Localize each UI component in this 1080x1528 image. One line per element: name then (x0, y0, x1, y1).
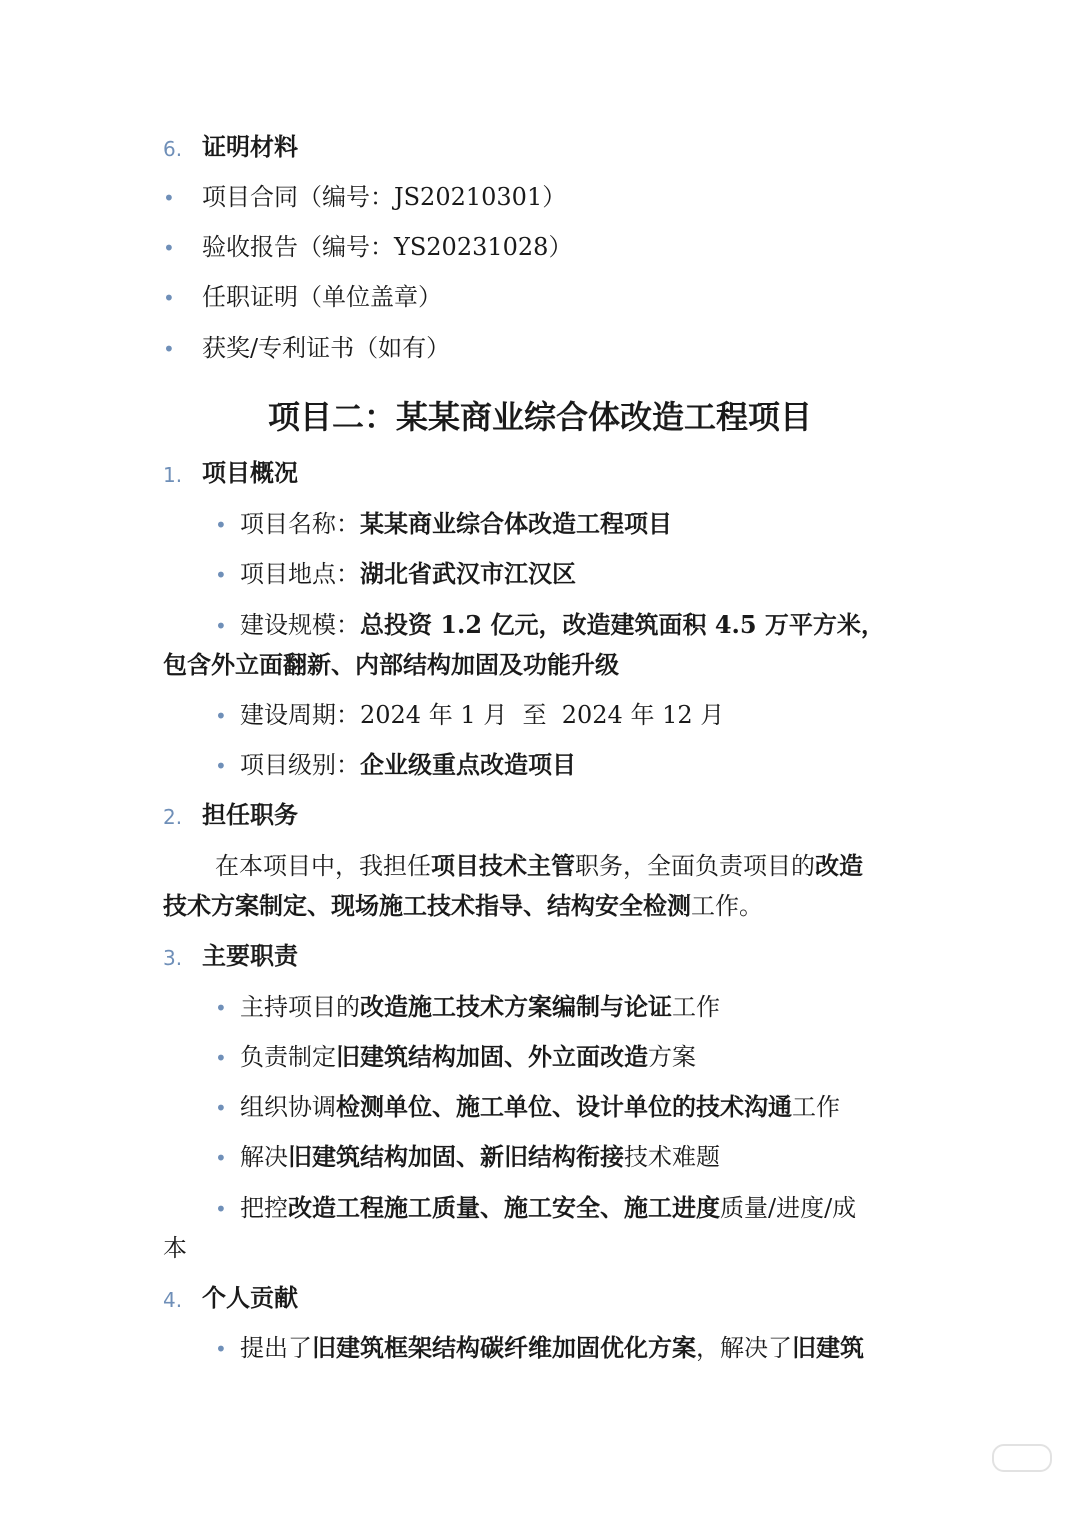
overview-number: 1. (163, 463, 183, 487)
text-run: 解决 (240, 1143, 288, 1171)
overview-level (240, 745, 576, 785)
role-title: 项目技术主管 (431, 851, 575, 880)
proof-item-acceptance: 验收报告（编号：YS20231028） (202, 233, 573, 261)
overview-location (240, 554, 576, 594)
text-run: 技术方案制定、现场施工技术指导、结构安全检测 (163, 891, 691, 920)
text-run: 旧建筑 (792, 1333, 864, 1362)
text-run: 旧建筑框架结构碳纤维加固优化方案 (312, 1333, 696, 1362)
scale-value: 总投资 1.2 亿元，改造建筑面积 4.5 万平方米， (360, 610, 885, 639)
text-run: 主持项目的 (240, 993, 360, 1021)
text-run: 提出了 (240, 1334, 312, 1362)
location-label: 项目地点： (240, 560, 360, 588)
level-label: 项目级别： (240, 751, 360, 779)
duty-item (240, 1188, 856, 1228)
text-run: 旧建筑结构加固、外立面改造 (336, 1042, 648, 1071)
project-title: 项目二：某某商业综合体改造工程项目 (267, 398, 812, 436)
bullet-icon: • (215, 704, 227, 728)
text-run: 检测单位、施工单位、设计单位的技术沟通 (336, 1092, 792, 1121)
text-run: 工作。 (691, 892, 763, 920)
text-run: 在本项目中，我担任 (215, 852, 431, 880)
duty-item (240, 1137, 720, 1177)
bullet-icon: • (215, 1337, 227, 1361)
text-run: 职务，全面负责项目的 (575, 852, 815, 880)
bullet-icon: • (163, 286, 175, 310)
contribution-number: 4. (163, 1288, 183, 1312)
bullet-icon: • (215, 996, 227, 1020)
duty-item-continued: 本 (163, 1234, 187, 1262)
location-value: 湖北省武汉市江汉区 (360, 559, 576, 588)
text-run: ，解决了 (696, 1334, 792, 1362)
text-run: 把控 (240, 1194, 288, 1222)
bullet-icon: • (215, 1096, 227, 1120)
bullet-icon: • (215, 563, 227, 587)
section-6-heading: 证明材料 (202, 132, 298, 161)
text-run: 改造 (815, 851, 863, 880)
text-run: 改造施工技术方案编制与论证 (360, 992, 672, 1021)
text-run: 方案 (648, 1043, 696, 1071)
overview-period (240, 695, 724, 735)
section-6-number: 6. (163, 137, 183, 161)
proof-item-contract: 项目合同（编号：JS20210301） (202, 183, 567, 211)
text-run: 质量/进度/成 (720, 1194, 857, 1222)
bullet-icon: • (215, 1146, 227, 1170)
text-run: 改造工程施工质量、施工安全、施工进度 (288, 1193, 720, 1222)
bullet-icon: • (215, 1046, 227, 1070)
overview-scale-continued: 包含外立面翻新、内部结构加固及功能升级 (163, 650, 619, 679)
bullet-icon: • (163, 236, 175, 260)
bullet-icon: • (215, 754, 227, 778)
scale-label: 建设规模： (240, 611, 360, 639)
text-run: 旧建筑结构加固、新旧结构衔接 (288, 1142, 624, 1171)
overview-heading: 项目概况 (202, 458, 298, 487)
level-value: 企业级重点改造项目 (360, 750, 576, 779)
name-value: 某某商业综合体改造工程项目 (360, 509, 672, 538)
duty-item (240, 1037, 696, 1077)
text-run: 技术难题 (624, 1143, 720, 1171)
duties-heading: 主要职责 (202, 941, 298, 970)
position-number: 2. (163, 805, 183, 829)
contribution-item (240, 1328, 864, 1368)
bullet-icon: • (163, 337, 175, 361)
period-label: 建设周期： (240, 701, 360, 729)
duties-number: 3. (163, 946, 183, 970)
overview-scale (240, 605, 885, 645)
proof-item-awards: 获奖/专利证书（如有） (202, 334, 451, 362)
text-run: 工作 (672, 993, 720, 1021)
contribution-heading: 个人贡献 (202, 1283, 298, 1312)
proof-item-employment: 任职证明（单位盖章） (202, 283, 442, 311)
text-run: 工作 (792, 1093, 840, 1121)
position-paragraph-line1 (215, 846, 863, 886)
bullet-icon: • (215, 513, 227, 537)
text-run: 负责制定 (240, 1043, 336, 1071)
overview-name (240, 504, 672, 544)
bullet-icon: • (215, 614, 227, 638)
position-heading: 担任职务 (202, 800, 298, 829)
duty-item (240, 1087, 840, 1127)
text-run: 组织协调 (240, 1093, 336, 1121)
bullet-icon: • (163, 186, 175, 210)
position-paragraph-line2 (163, 886, 763, 926)
watermark-logo (992, 1444, 1052, 1472)
bullet-icon: • (215, 1197, 227, 1221)
period-value: 2024 年 1 月 至 2024 年 12 月 (360, 701, 725, 729)
name-label: 项目名称： (240, 510, 360, 538)
duty-item (240, 987, 720, 1027)
